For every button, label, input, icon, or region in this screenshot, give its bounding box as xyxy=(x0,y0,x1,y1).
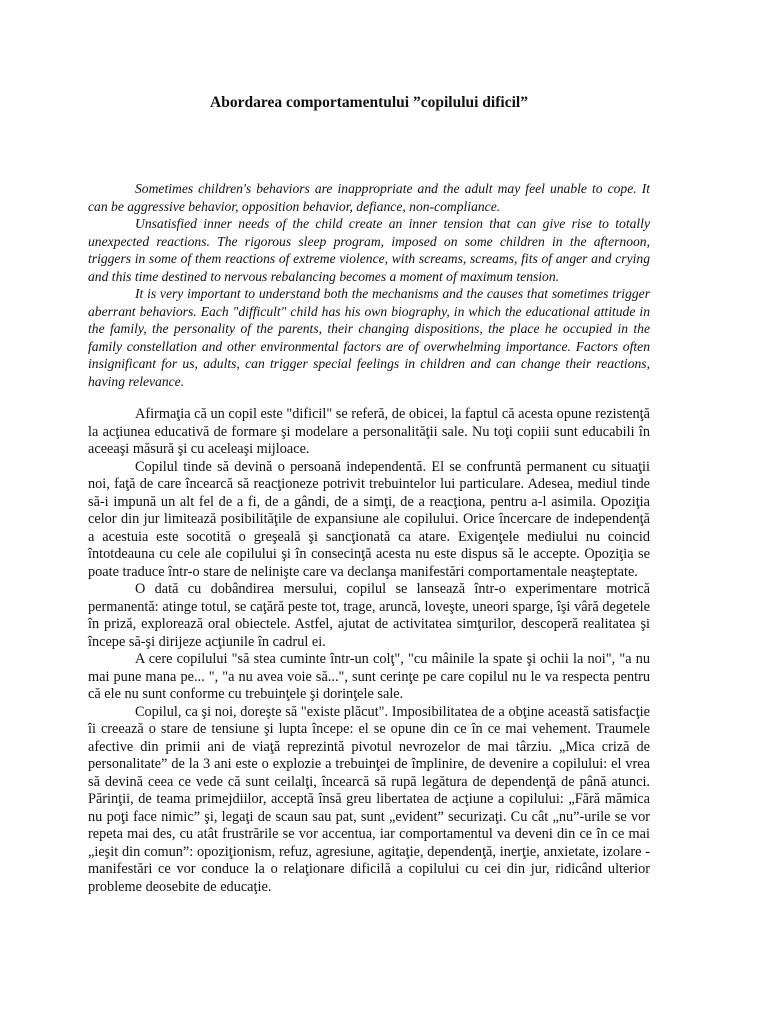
romanian-paragraph-3: O dată cu dobândirea mersului, copilul se lansează într-o experimentare motrică permanentă: atinge totul, se caţără peste tot, trage, aruncă, loveşte, uneori sparge, îşi vâră degetele în priză, explorează oral obiectele. Astfel, ajutat de activitatea simţurilor, descoperă realitatea şi începe să-şi dirijeze acţiunile în cadrul ei. xyxy=(88,581,650,650)
romanian-paragraph-1: Afirmaţia că un copil este "dificil" se referă, de obicei, la faptul că acesta opune rezistenţă la acţiunea educativă de formare şi modelare a personalităţii sale. Nu toţi copiii sunt educabili în aceeaşi măsură şi cu aceleaşi mijloace. xyxy=(88,406,650,457)
document-title: Abordarea comportamentului ”copilului dificil” xyxy=(210,94,528,111)
english-paragraph-2: Unsatisfied inner needs of the child create an inner tension that can give rise to totally unexpected reactions. The rigorous sleep program, imposed on some children in the afternoon, triggers in some of them reactions of extreme violence, with screams, screams, fits of anger and crying and this time destined to nervous rebalancing becomes a moment of maximum tension. xyxy=(88,216,650,284)
romanian-paragraph-4: A cere copilului "să stea cuminte într-un colţ", "cu mâinile la spate şi ochii la noi", "a nu mai pune mana pe... ", "a nu avea voie să...", sunt cerinţe pe care copilul nu le va respecta pentru că ele nu sunt conforme cu trebuinţele şi dorinţele sale. xyxy=(88,651,650,702)
english-paragraph-3: It is very important to understand both the mechanisms and the causes that sometimes trigger aberrant behaviors. Each "difficult" child has his own biography, in which the educational attitude in the family, the personality of the parents, their changing dispositions, the place he occupied in the family constellation and other environmental factors are of overwhelming importance. Factors often insignificant for us, adults, can trigger special feelings in children and can change their reactions, having relevance. xyxy=(88,286,650,389)
english-abstract xyxy=(88,180,650,390)
romanian-paragraph-2: Copilul tinde să devină o persoană independentă. El se confruntă permanent cu situaţii noi, faţă de care încearcă să reacţioneze potrivit trebuintelor lui particulare. Adesea, mediul tinde să-i impună un alt fel de a fi, de a gândi, de a simţi, de a reacţiona, pentru a-l asimila. Opoziţia celor din jur limitează posibilităţile de expansiune ale copilului. Orice încercare de independenţă a acestuia este socotită o greşeală şi sancţionată ca atare. Exigenţele mediului nu coincid întotdeauna cu cele ale copilului şi în consecinţă acesta nu este dispus să le accepte. Opoziţia se poate traduce într-o stare de nelinişte care va declanşa manifestări comportamentale neaşteptate. xyxy=(88,458,650,580)
english-paragraph-1: Sometimes children's behaviors are inappropriate and the adult may feel unable to cope. It can be aggressive behavior, opposition behavior, defiance, non-compliance. xyxy=(88,181,650,214)
romanian-paragraph-5: Copilul, ca şi noi, doreşte să "existe plăcut". Imposibilitatea de a obţine această satisfacţie îi creează o stare de tensiune şi lupta începe: el se opune din ce în ce mai vehement. Traumele afective din primii ani de viaţă reprezintă pivotul nevrozelor de mai târziu. „Mica criză de personalitate” de la 3 ani este o explozie a trebuinţei de împlinire, de devenire a copilului: el vrea să devină ceea ce vede că sunt ceilalţi, încearcă să rupă legătura de dependenţă de până atunci. Părinţii, de teama primejdiilor, acceptă însă greu libertatea de acţiune a copilului: „Fără mămica nu poţi face nimic” şi, legaţi de scaun sau pat, sunt „evident” securizaţi. Cu cât „nu”-urile se vor repeta mai des, cu atât frustrările se vor accentua, iar comportamentul va deveni din ce în ce mai „ieşit din comun”: opoziţionism, refuz, agresiune, agitaţie, dependenţă, inerţie, anxietate, izolare - manifestări ce vor conduce la o relaţionare dificilă a copilului cu cei din jur, ridicând ulterior probleme deosebite de educaţie. xyxy=(88,703,650,895)
romanian-body xyxy=(88,406,650,896)
